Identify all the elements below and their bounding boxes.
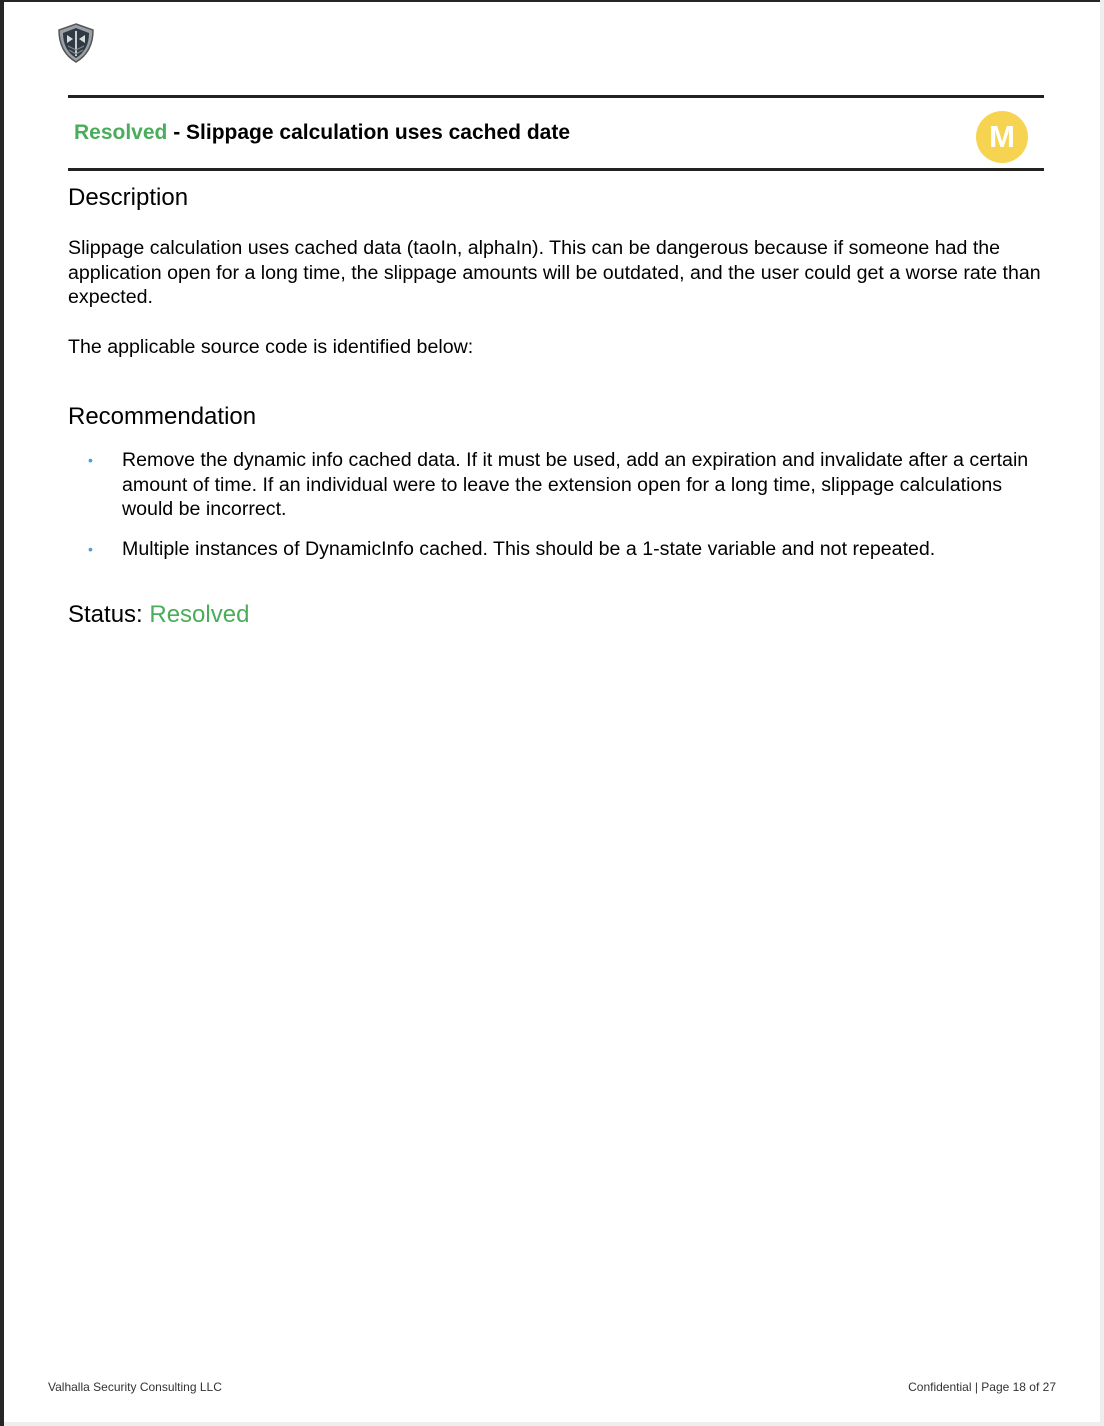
description-paragraph: Slippage calculation uses cached data (taoIn, alphaIn). This can be dangerous because if someone had the application open for a long time, the slippage amounts will be outdated, and the user could get a worse rate than expected. xyxy=(68,237,1041,308)
list-item xyxy=(68,537,1057,562)
status-line xyxy=(68,601,249,629)
title-top-rule xyxy=(68,95,1044,98)
title-separator: - xyxy=(167,121,187,144)
recommendation-heading: Recommendation xyxy=(68,403,257,430)
status-label: Status: xyxy=(68,601,150,628)
page-bottom-edge xyxy=(4,1422,1104,1426)
footer-company: Valhalla Security Consulting LLC xyxy=(48,1380,222,1394)
finding-title-text: Slippage calculation uses cached date xyxy=(186,121,571,144)
status-value: Resolved xyxy=(149,601,250,628)
footer-page-info: Confidential | Page 18 of 27 xyxy=(908,1380,1056,1394)
page-right-edge xyxy=(1100,0,1104,1426)
finding-title xyxy=(74,121,570,145)
list-item xyxy=(68,448,1057,522)
recommendation-text: Multiple instances of DynamicInfo cached. This should be a 1-state variable and not repeated. xyxy=(122,537,936,560)
source-code-note: The applicable source code is identified below: xyxy=(68,336,474,358)
recommendation-text: Remove the dynamic info cached data. If it must be used, add an expiration and invalidate after a certain amount of time. If an individual were to leave the extension open for a long time, slippage calculations would be incorrect. xyxy=(122,449,1029,520)
recommendation-list xyxy=(68,448,1068,576)
description-heading: Description xyxy=(68,184,189,211)
finding-status-label: Resolved xyxy=(74,121,168,144)
bullet-icon: • xyxy=(88,452,93,468)
severity-badge: M xyxy=(976,111,1028,163)
bullet-icon: • xyxy=(88,540,93,557)
document-page xyxy=(4,2,1100,1422)
title-bottom-rule xyxy=(68,168,1044,171)
shield-axe-logo-icon xyxy=(56,22,96,64)
